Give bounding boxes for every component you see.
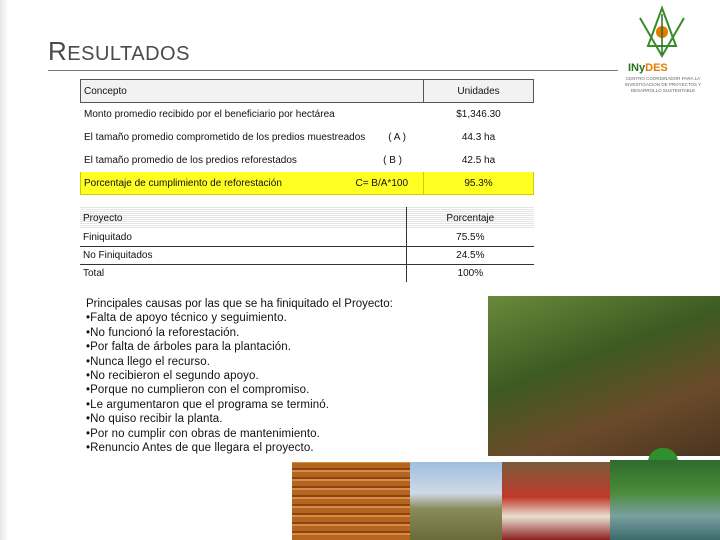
list-item: •Le argumentaron que el programa se terminó.	[86, 398, 330, 411]
inydes-logo	[618, 4, 706, 98]
row-unidades: 44.3 ha	[424, 126, 534, 149]
row-porcentaje: 24.5%	[406, 247, 534, 265]
row-concepto: Porcentaje de cumplimiento de reforestación C= B/A*100	[81, 172, 424, 195]
table-row	[80, 229, 534, 247]
table-row	[80, 247, 534, 265]
river-landscape-photo	[610, 460, 720, 540]
tree-logo-icon	[618, 4, 706, 64]
list-item: •Por no cumplir con obras de mantenimiento.	[86, 427, 320, 440]
header-porcentaje: Porcentaje	[406, 207, 534, 229]
community-people-photo	[502, 462, 610, 540]
row-porcentaje: 100%	[457, 268, 484, 279]
row-concepto: El tamaño promedio comprometido de los predios muestreados ( A )	[81, 126, 424, 149]
list-item: •Por falta de árboles para la plantación.	[86, 341, 292, 354]
row-proyecto: Finiquitado	[80, 229, 406, 247]
row-unidades: 95.3%	[424, 172, 534, 195]
table-row-highlighted	[81, 172, 534, 195]
causes-list	[86, 297, 393, 455]
project-status-table	[80, 207, 534, 282]
list-item: •Porque no cumplieron con el compromiso.	[86, 384, 310, 397]
row-proyecto: Total	[80, 265, 406, 283]
list-item: •Falta de apoyo técnico y seguimiento.	[86, 312, 287, 325]
list-item: •No quiso recibir la planta.	[86, 413, 223, 426]
page-title: RESULTADOS	[48, 36, 190, 66]
row-proyecto: No Finiquitados	[80, 247, 406, 265]
table-row	[81, 149, 534, 172]
results-header-row	[81, 80, 534, 103]
table-row	[81, 103, 534, 126]
header-concepto: Concepto	[81, 80, 424, 103]
list-item: •Renuncio Antes de que llegara el proyecto.	[86, 442, 314, 455]
slide-edge	[0, 0, 8, 540]
desert-cactus-photo	[410, 462, 502, 540]
list-item: •Nunca llego el recurso.	[86, 355, 211, 368]
row-unidades: $1,346.30	[424, 103, 534, 126]
planting-hands-photo	[488, 296, 720, 456]
row-concepto: El tamaño promedio de los predios reforestados ( B )	[81, 149, 424, 172]
project-header-row	[80, 207, 534, 229]
list-item: •No funcionó la reforestación.	[86, 326, 240, 339]
row-porcentaje: 75.5%	[406, 229, 534, 247]
logo-brand: INyDES	[628, 62, 668, 74]
row-concepto: Monto promedio recibido por el beneficiario por hectárea	[81, 103, 424, 126]
results-table	[80, 79, 534, 195]
lumber-photo	[292, 462, 410, 540]
row-unidades: 42.5 ha	[424, 149, 534, 172]
title-divider	[48, 70, 618, 71]
header-unidades: Unidades	[424, 80, 534, 103]
table-row	[81, 126, 534, 149]
list-item: •No recibieron el segundo apoyo.	[86, 370, 259, 383]
header-proyecto: Proyecto	[80, 207, 406, 229]
causes-heading: Principales causas por las que se ha finiquitado el Proyecto:	[86, 298, 393, 310]
logo-tagline: CENTRO COORDINADOR PARA LA INVESTIGACION DE PROYECTOS Y DESARROLLO SUSTENTABLE	[624, 76, 702, 93]
table-row	[80, 265, 534, 283]
